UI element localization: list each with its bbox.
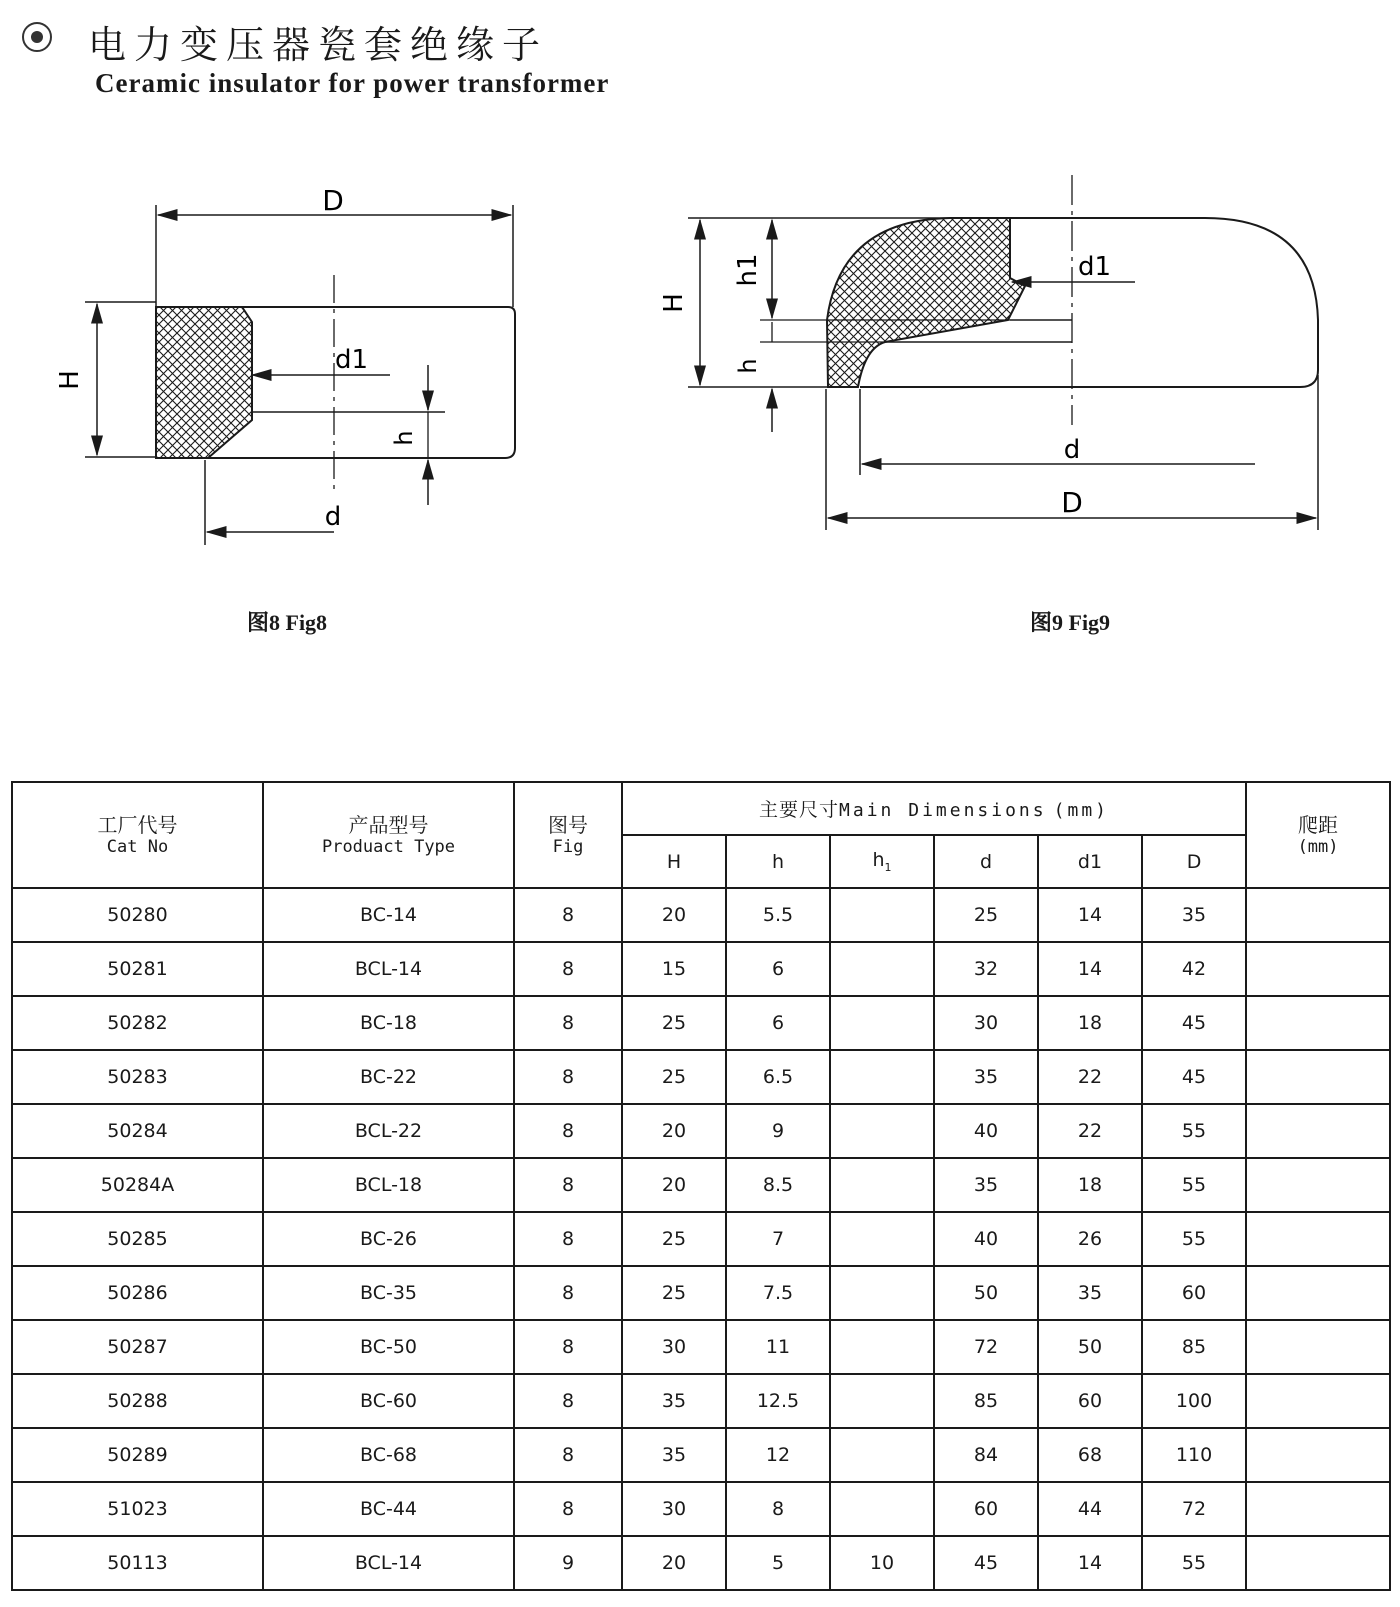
table-cell: 14 — [1038, 1536, 1142, 1590]
table-cell: 20 — [622, 888, 726, 942]
table-row — [12, 1536, 1390, 1590]
table-cell: 8.5 — [726, 1158, 830, 1212]
table-cell: 51023 — [12, 1482, 263, 1536]
table-cell: BC-14 — [263, 888, 514, 942]
table-cell: 50285 — [12, 1212, 263, 1266]
figure-9-drawing — [660, 170, 1360, 540]
table-cell: 11 — [726, 1320, 830, 1374]
table-cell: 20 — [622, 1104, 726, 1158]
header-creepage: 爬距 (mm) — [1246, 782, 1390, 888]
table-cell: 7 — [726, 1212, 830, 1266]
table-cell: 35 — [1038, 1266, 1142, 1320]
table-cell: 8 — [514, 1212, 622, 1266]
table-cell — [1246, 1320, 1390, 1374]
table-cell: BCL-18 — [263, 1158, 514, 1212]
table-cell: 26 — [1038, 1212, 1142, 1266]
fig9-d1-label: d1 — [1078, 252, 1112, 282]
table-cell — [830, 942, 934, 996]
table-cell — [1246, 1212, 1390, 1266]
table-row — [12, 1104, 1390, 1158]
table-cell — [830, 1212, 934, 1266]
table-row — [12, 1428, 1390, 1482]
fig8-h-label: h — [390, 430, 418, 446]
table-row — [12, 1212, 1390, 1266]
fig9-d-label: d — [1063, 435, 1081, 465]
table-cell: 8 — [514, 1104, 622, 1158]
table-row — [12, 996, 1390, 1050]
table-cell: 12.5 — [726, 1374, 830, 1428]
table-cell — [1246, 1374, 1390, 1428]
header-main-dimensions: 主要尺寸Main Dimensions (mm) — [622, 782, 1246, 835]
table-body — [12, 888, 1390, 1590]
table-cell: 50 — [1038, 1320, 1142, 1374]
table-cell: 42 — [1142, 942, 1246, 996]
table-cell: 50281 — [12, 942, 263, 996]
table-cell: 15 — [622, 942, 726, 996]
table-cell: 35 — [934, 1050, 1038, 1104]
table-cell: 20 — [622, 1158, 726, 1212]
fig8-H-label: H — [55, 370, 85, 390]
fig9-section — [827, 218, 1025, 387]
table-cell — [830, 1428, 934, 1482]
dimensions-table — [11, 781, 1391, 1591]
table-cell: 30 — [622, 1482, 726, 1536]
table-cell — [830, 996, 934, 1050]
header-col-h1: $h_1$ — [830, 835, 934, 888]
table-cell: 50284 — [12, 1104, 263, 1158]
table-cell: 8 — [726, 1482, 830, 1536]
table-cell: 5 — [726, 1536, 830, 1590]
table-cell: 25 — [622, 1212, 726, 1266]
table-cell: BC-26 — [263, 1212, 514, 1266]
table-cell: 9 — [726, 1104, 830, 1158]
fig8-D-label: D — [322, 184, 344, 217]
table-row — [12, 1266, 1390, 1320]
table-cell — [830, 1374, 934, 1428]
table-cell: 55 — [1142, 1536, 1246, 1590]
table-cell: 60 — [1038, 1374, 1142, 1428]
table-cell — [830, 1104, 934, 1158]
table-cell: 8 — [514, 996, 622, 1050]
table-cell: 68 — [1038, 1428, 1142, 1482]
fig9-D-label: D — [1061, 486, 1083, 519]
table-cell: 6 — [726, 942, 830, 996]
table-cell — [830, 888, 934, 942]
table-cell: 45 — [1142, 1050, 1246, 1104]
fig8-section — [156, 307, 252, 458]
table-cell: 8 — [514, 888, 622, 942]
table-cell: 50283 — [12, 1050, 263, 1104]
table-cell: 85 — [1142, 1320, 1246, 1374]
table-cell: 25 — [934, 888, 1038, 942]
header-col-d1: d1 — [1038, 835, 1142, 888]
table-cell: 8 — [514, 1320, 622, 1374]
table-cell: 50280 — [12, 888, 263, 942]
table-cell: 72 — [934, 1320, 1038, 1374]
table-cell — [1246, 1482, 1390, 1536]
table-cell: 22 — [1038, 1050, 1142, 1104]
table-row — [12, 1374, 1390, 1428]
table-cell — [1246, 1266, 1390, 1320]
table-cell: 44 — [1038, 1482, 1142, 1536]
table-cell — [830, 1266, 934, 1320]
table-cell: 8 — [514, 1158, 622, 1212]
table-cell: 25 — [622, 1050, 726, 1104]
table-cell: 8 — [514, 1428, 622, 1482]
table-cell: 60 — [934, 1482, 1038, 1536]
table-cell: 50289 — [12, 1428, 263, 1482]
table-cell — [1246, 1104, 1390, 1158]
figure-9-caption: 图9 Fig9 — [1030, 610, 1111, 635]
table-cell: 50286 — [12, 1266, 263, 1320]
table-cell: BCL-14 — [263, 1536, 514, 1590]
table-cell: BC-18 — [263, 996, 514, 1050]
table-cell: 22 — [1038, 1104, 1142, 1158]
table-cell: 35 — [622, 1374, 726, 1428]
table-cell: 12 — [726, 1428, 830, 1482]
table-cell — [1246, 942, 1390, 996]
table-cell: 50284A — [12, 1158, 263, 1212]
table-cell: 50 — [934, 1266, 1038, 1320]
table-row — [12, 942, 1390, 996]
table-cell: 72 — [1142, 1482, 1246, 1536]
table-cell: 8 — [514, 1050, 622, 1104]
table-cell: BCL-14 — [263, 942, 514, 996]
table-cell: 40 — [934, 1212, 1038, 1266]
header-product-type: 产品型号 Produact Type — [263, 782, 514, 888]
table-cell: 8 — [514, 942, 622, 996]
table-cell: 85 — [934, 1374, 1038, 1428]
table-cell: 6.5 — [726, 1050, 830, 1104]
table-cell — [1246, 1428, 1390, 1482]
header-col-d: d — [934, 835, 1038, 888]
fig9-h-label: h — [734, 358, 762, 374]
table-cell: 18 — [1038, 1158, 1142, 1212]
table-cell: 50113 — [12, 1536, 263, 1590]
table-cell: 7.5 — [726, 1266, 830, 1320]
fig9-h1-label: h1 — [733, 253, 763, 287]
table-cell — [1246, 1050, 1390, 1104]
table-cell: 35 — [622, 1428, 726, 1482]
table-cell: BC-50 — [263, 1320, 514, 1374]
table-cell: BC-60 — [263, 1374, 514, 1428]
table-cell: 10 — [830, 1536, 934, 1590]
table-cell: 35 — [934, 1158, 1038, 1212]
table-cell: 32 — [934, 942, 1038, 996]
table-cell: 25 — [622, 996, 726, 1050]
section-bullet-icon — [22, 22, 52, 52]
fig8-d-label: d — [324, 502, 342, 532]
table-cell — [830, 1050, 934, 1104]
table-cell: 50282 — [12, 996, 263, 1050]
table-cell: 60 — [1142, 1266, 1246, 1320]
table-cell: 40 — [934, 1104, 1038, 1158]
table-cell: 18 — [1038, 996, 1142, 1050]
table-cell: 55 — [1142, 1158, 1246, 1212]
table-row — [12, 1158, 1390, 1212]
table-row — [12, 888, 1390, 942]
table-cell: 8 — [514, 1374, 622, 1428]
table-cell — [1246, 1158, 1390, 1212]
header-col-D: D — [1142, 835, 1246, 888]
table-cell — [1246, 996, 1390, 1050]
table-cell: 35 — [1142, 888, 1246, 942]
table-cell: 84 — [934, 1428, 1038, 1482]
table-row — [12, 1482, 1390, 1536]
header-cat-no: 工厂代号 Cat No — [12, 782, 263, 888]
table-cell: BCL-22 — [263, 1104, 514, 1158]
table-cell: BC-44 — [263, 1482, 514, 1536]
table-cell: 55 — [1142, 1104, 1246, 1158]
table-cell — [830, 1482, 934, 1536]
table-cell: 30 — [622, 1320, 726, 1374]
table-cell: BC-68 — [263, 1428, 514, 1482]
table-row — [12, 1320, 1390, 1374]
table-cell: BC-22 — [263, 1050, 514, 1104]
fig9-H-label: H — [659, 293, 689, 313]
table-cell — [1246, 1536, 1390, 1590]
header-col-h: h — [726, 835, 830, 888]
table-cell: BC-35 — [263, 1266, 514, 1320]
table-cell: 8 — [514, 1266, 622, 1320]
table-cell: 6 — [726, 996, 830, 1050]
page-title-en: Ceramic insulator for power transformer — [95, 68, 610, 98]
table-cell: 20 — [622, 1536, 726, 1590]
table-cell — [830, 1158, 934, 1212]
table-cell: 14 — [1038, 888, 1142, 942]
table-cell: 8 — [514, 1482, 622, 1536]
table-cell: 25 — [622, 1266, 726, 1320]
table-cell: 50288 — [12, 1374, 263, 1428]
figure-8-drawing — [55, 180, 560, 560]
table-row — [12, 1050, 1390, 1104]
table-cell — [1246, 888, 1390, 942]
header-col-H: H — [622, 835, 726, 888]
header-fig: 图号 Fig — [514, 782, 622, 888]
figure-8-caption: 图8 Fig8 — [247, 610, 328, 635]
fig8-d1-label: d1 — [335, 345, 369, 375]
page-title-cn: 电力变压器瓷套绝缘子 — [88, 23, 549, 67]
table-cell: 50287 — [12, 1320, 263, 1374]
table-cell: 55 — [1142, 1212, 1246, 1266]
table-cell: 45 — [934, 1536, 1038, 1590]
table-cell: 14 — [1038, 942, 1142, 996]
table-cell: 30 — [934, 996, 1038, 1050]
table-cell: 100 — [1142, 1374, 1246, 1428]
table-cell — [830, 1320, 934, 1374]
table-cell: 45 — [1142, 996, 1246, 1050]
table-cell: 9 — [514, 1536, 622, 1590]
table-cell: 5.5 — [726, 888, 830, 942]
table-cell: 110 — [1142, 1428, 1246, 1482]
